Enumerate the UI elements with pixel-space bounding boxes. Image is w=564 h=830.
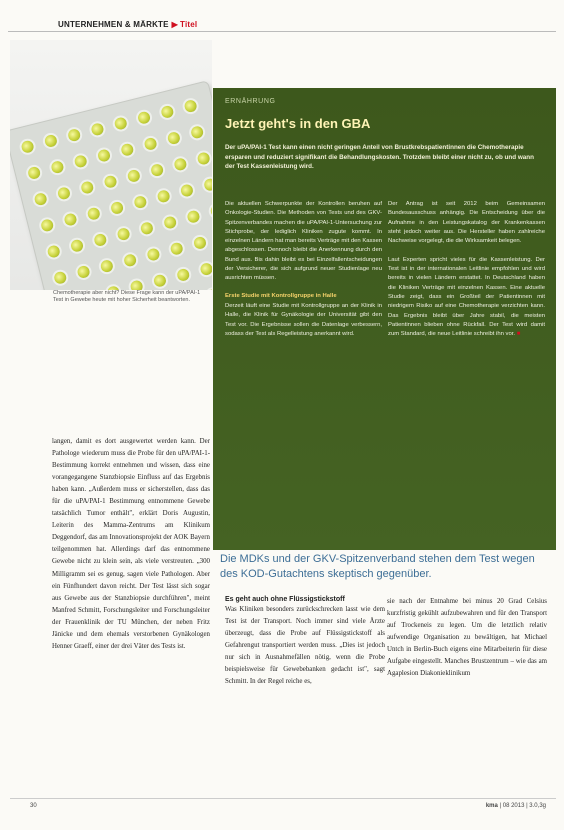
plate-well <box>67 236 86 255</box>
plate-well <box>158 102 177 121</box>
plate-well <box>190 233 209 252</box>
plate-well <box>44 242 63 261</box>
plate-well <box>160 213 179 232</box>
plate-well <box>31 189 50 208</box>
plate-well <box>118 140 137 159</box>
plate-well <box>201 175 212 194</box>
plate-well <box>61 210 80 229</box>
plate-well <box>74 262 93 281</box>
box-col1-text: Die aktuellen Schwerpunkte der Kontrollen beruhen auf Onkologie-Studien. Die Methoden von Tests und des GKV-Spitzenverbandes machen die uPA/PAI-1-Untersuchung zur Stichprobe, der lediglich Kliniken zugute kommt. In einzelnen Ländern hat man bereits Verträge mit den Kassen abgeschlossen. Dennoch bleibt die Anerkennung durch den Bund aus. Bis dahin bleibt es bei Einzelfallentscheidungen der Versicherer, die sich aufgrund neuer Studienlage neu ausrichten müssen. <box>225 201 382 282</box>
plate-well <box>141 134 160 153</box>
plate-well <box>91 230 110 249</box>
plate-well <box>174 265 193 284</box>
plate-well <box>114 224 133 243</box>
box-col1b-text: Derzeit läuft eine Studie mit Kontrollgruppe an der Klinik in Halle, die Klinik für Gynäkologie der Universität gibt den Test vor. Die Ergebnisse sollen die Datenlage verbessern, sodass der Test als Regelleistung anerkannt wird. <box>225 302 382 337</box>
plate-well <box>64 125 83 144</box>
section-name: UNTERNEHMEN & MÄRKTE <box>58 20 169 29</box>
plate-well <box>48 157 67 176</box>
plate-well <box>38 216 57 235</box>
plate-well <box>101 172 120 191</box>
plate-well <box>203 286 212 290</box>
plate-well <box>134 108 153 127</box>
plate-well <box>181 96 200 115</box>
page-number: 30 <box>30 803 37 809</box>
body-subhead: Es geht auch ohne Flüssigstickstoff <box>225 596 345 603</box>
pull-quote: Die MDKs und der GKV-Spitzenverband stehen dem Test wegen des KOD-Gutachtens skeptisch gegenüber. <box>220 553 535 580</box>
box-column-left <box>225 200 382 339</box>
plate-well <box>88 120 107 139</box>
photo-microplate <box>10 40 212 290</box>
plate-well <box>111 114 130 133</box>
plate-well <box>197 259 212 278</box>
plate-well <box>147 160 166 179</box>
plate-well <box>207 201 212 220</box>
plate-well <box>71 152 90 171</box>
plate-well <box>167 239 186 258</box>
body-column-left: langen, damit es dort ausgewertet werden kann. Der Pathologe wiederum muss die Probe für den uPA/PAI-1-Bestimmung korrekt entnehmen und wissen, dass eine vorangegangene Stanzbiopsie Einfluss auf das Ergebnis haben kann. „Außerdem muss er sicherstellen, dass das für die uPA/PAI-1 Bestimmung entnommene Gewebe tatsächlich Tumor enthält", erklärt Doris Augustin, Leiterin des Mamma-Zentrums am Klinikum Deggendorf, das am Innovationsprojekt der AOK Bayern teilgenommen hat. Allerdings darf das entnommene Gewebe nicht zu klein sein, als viele verstreuten. „300 Milligramm sei es genug, sagen viele Pathologen. Aber ein Fünfhundert davon reicht. Der Test lässt sich sogar aus Gewebe aus der Stanzbiopsie durchführen", meint Manfred Schmitt, Forschungsleiter und Forschungsleiter der Frauenklinik der TU München, der neben Fritz Jänicke und dem ehemals verstorbenen Gynäkologen Henner Graeff, einer der drei Väter des Tests ist. <box>52 438 210 650</box>
plate-well <box>187 123 206 142</box>
plate-well <box>94 146 113 165</box>
plate-well <box>184 207 203 226</box>
subsection-name: Titel <box>180 20 198 29</box>
plate-well <box>24 163 43 182</box>
box-lead: Der uPA/PAI-1 Test kann einen nicht geringen Anteil von Brustkrebspatientinnen die Chemotherapie ersparen und reduziert signifikant die Behandlungskosten. Trotzdem bleibt einer nicht zu, ob und wann der Test Kassenleistung wird. <box>225 144 534 170</box>
section-label <box>58 20 197 29</box>
magazine-issue <box>486 803 546 809</box>
box-col2-text: Der Antrag ist seit 2012 beim Gemeinsamen Bundesausschuss anhängig. Die Entscheidung über die Aufnahme in den Leistungskatalog der Krankenkassen steht jedoch weiter aus. Die Hersteller haben zahlreiche Nachweise vorgelegt, die die Wirksamkeit belegen. <box>388 201 545 245</box>
box-title: Jetzt geht's in den GBA <box>225 116 371 131</box>
end-mark-icon: ■ <box>515 331 521 338</box>
plate-well <box>104 283 123 290</box>
plate-well <box>107 198 126 217</box>
box-col2b-text: Laut Experten spricht vieles für die Kassenleistung. Der Test ist in der internationalen Leitlinie empfohlen und wird bereits in vielen Ländern erstattet. In Deutschland haben die Kliniken Verträge mit einzelnen Kassen. Eine aktuelle Studie zeigt, dass ein Großteil der Patientinnen mit niedrigem Risiko auf eine Chemotherapie verzichten kann. Das Ergebnis bleibt über Jahre stabil, die meisten Patientinnen blieben ohne Rückfall. Der Test wird damit zum Standard, die neue Leitlinie schreibt ihn vor. <box>388 256 545 338</box>
box-kicker: ERNÄHRUNG <box>225 98 276 105</box>
plate-well <box>54 184 73 203</box>
plate-well <box>164 128 183 147</box>
plate-well <box>177 181 196 200</box>
plate-well <box>84 204 103 223</box>
plate-well <box>124 166 143 185</box>
box-column-right <box>388 200 545 339</box>
photo-caption: Chemotherapie aber nicht? Diese Frage kann der uPA/PAI-1 Test in Gewebe heute mit hoher Sicherheit beantworten. <box>53 290 201 303</box>
plate-well <box>127 277 146 290</box>
box-subhead: Erste Studie mit Kontrollgruppe in Halle <box>225 292 337 299</box>
plate-well <box>41 131 60 150</box>
issue-info: | 08 2013 | 3.0,3g <box>499 803 546 809</box>
body-column-middle <box>225 596 385 688</box>
plate-well <box>51 268 70 287</box>
plate-well <box>194 149 212 168</box>
plate-well <box>120 251 139 270</box>
plate-well <box>150 271 169 290</box>
body-column-right: sie nach der Entnahme bei minus 20 Grad Celsius kurzfristig gekühlt aufzubewahren und für den Transport auf Trockeneis zu legen. Um die letztlich relativ aufwendige Organisation zu bewältigen, hat Michael Untch in Berlin-Buch eigens eine Mitarbeiterin für diese Aufgabe eingestellt. Manches Brustzentrum – wie das am Agaplesion Diakonieklinikum <box>387 598 547 678</box>
plate-well <box>78 178 97 197</box>
page-header <box>8 6 556 32</box>
arrow-icon: ▶ <box>171 20 179 29</box>
page-footer <box>10 798 556 809</box>
plate-well <box>171 155 190 174</box>
body-col2-text: Was Kliniken besonders zurückschrecken lasst wie dem Test ist der Transport. Noch immer sind viele Ärzte überzeugt, dass die Probe auf Flüssigstickstoff als Gefahrengut transportiert werden muss. „Dies ist jedoch nur sich in Ausnahmefällen nötig, wenn die Probe beispielsweise für Gewebebanken gedacht ist", sagt Schmitt. In der Regel reiche es, <box>225 606 385 686</box>
magazine-name: kma <box>485 803 498 809</box>
plate-well <box>97 256 116 275</box>
microplate-image <box>10 80 212 290</box>
plate-well <box>131 192 150 211</box>
plate-well <box>154 187 173 206</box>
plate-well <box>18 137 37 156</box>
plate-well <box>137 219 156 238</box>
plate-well <box>144 245 163 264</box>
